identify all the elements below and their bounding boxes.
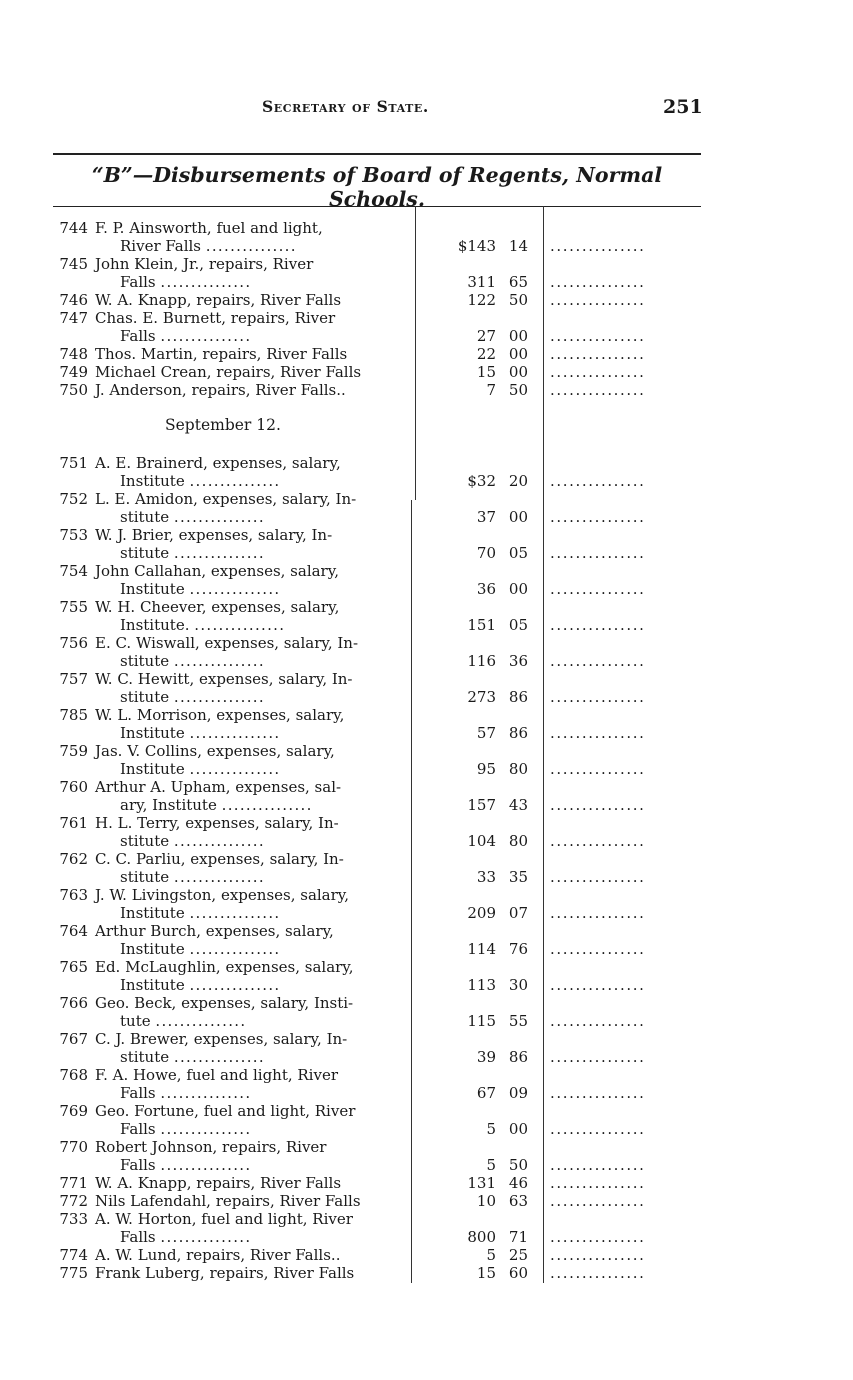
amount-dollars: 22: [476, 345, 496, 363]
leader-dots: ...............: [160, 1156, 252, 1174]
payee-description: W. L. Morrison, expenses, salary,: [95, 706, 345, 724]
leader-dots: ...............: [550, 976, 646, 994]
voucher-number: 747: [59, 309, 88, 327]
voucher-number: 752: [59, 490, 88, 508]
amount-cents: 86: [508, 724, 528, 742]
voucher-number: 751: [59, 454, 88, 472]
amount-dollars: $143: [457, 237, 496, 255]
amount-dollars: 311: [467, 273, 496, 291]
payee-description-continued: stitute ...............: [120, 832, 265, 850]
amount-cents: 36: [508, 652, 528, 670]
leader-dots: ...............: [550, 291, 646, 309]
leader-dots: ...............: [550, 273, 646, 291]
amount-dollars: 57: [476, 724, 496, 742]
leader-dots: ...............: [173, 688, 265, 706]
amount-dollars: 151: [467, 616, 496, 634]
amount-dollars: 5: [486, 1120, 496, 1138]
amount: [456, 797, 528, 815]
amount: [456, 1121, 528, 1139]
amount-dollars: 7: [486, 381, 496, 399]
amount-cents: 50: [508, 1156, 528, 1174]
amount: [456, 1175, 528, 1193]
payee-description: Chas. E. Burnett, repairs, River: [95, 309, 336, 327]
voucher-number: 772: [59, 1192, 88, 1210]
amount-dollars: 15: [476, 363, 496, 381]
amount-dollars: 15: [476, 1264, 496, 1282]
voucher-number: 759: [59, 742, 88, 760]
amount-cents: 43: [508, 796, 528, 814]
payee-description: L. E. Amidon, expenses, salary, In-: [95, 490, 357, 508]
amount-cents: 00: [508, 508, 528, 526]
amount-dollars: 39: [476, 1048, 496, 1066]
payee-description-continued: Falls ...............: [120, 273, 252, 291]
payee-description-continued: Falls ...............: [120, 1156, 252, 1174]
payee-description: F. A. Howe, fuel and light, River: [95, 1066, 339, 1084]
leader-dots: ...............: [160, 327, 252, 345]
voucher-number: 755: [59, 598, 88, 616]
payee-description-continued: Institute ...............: [120, 976, 281, 994]
leader-dots: ...............: [155, 1012, 247, 1030]
leader-dots: ...............: [173, 832, 265, 850]
leader-dots: ...............: [550, 724, 646, 742]
voucher-number: 774: [59, 1246, 88, 1264]
voucher-number: 771: [59, 1174, 88, 1192]
leader-dots: ...............: [550, 904, 646, 922]
amount-cents: 71: [508, 1228, 528, 1246]
amount-cents: 00: [508, 580, 528, 598]
payee-description: J. Anderson, repairs, River Falls..: [95, 381, 346, 399]
payee-description: Robert Johnson, repairs, River: [95, 1138, 327, 1156]
leader-dots: ...............: [173, 508, 265, 526]
leader-dots: ...............: [550, 1012, 646, 1030]
amount-cents: 00: [508, 327, 528, 345]
amount-dollars: 10: [476, 1192, 496, 1210]
payee-description-continued: Institute ...............: [120, 724, 281, 742]
leader-dots: ...............: [550, 508, 646, 526]
leader-dots: ...............: [550, 1264, 646, 1282]
amount-cents: 86: [508, 688, 528, 706]
payee-description-continued: stitute ...............: [120, 1048, 265, 1066]
leader-dots: ...............: [550, 652, 646, 670]
payee-description: A. W. Horton, fuel and light, River: [95, 1210, 353, 1228]
voucher-number: 750: [59, 381, 88, 399]
voucher-number: 757: [59, 670, 88, 688]
leader-dots: ...............: [550, 580, 646, 598]
amount-cents: 35: [508, 868, 528, 886]
amount: [456, 292, 528, 310]
leader-dots: ...............: [550, 1192, 646, 1210]
amount-dollars: $32: [467, 472, 496, 490]
leader-dots: ...............: [173, 868, 265, 886]
amount-cents: 63: [508, 1192, 528, 1210]
voucher-number: 764: [59, 922, 88, 940]
payee-description: Geo. Fortune, fuel and light, River: [95, 1102, 356, 1120]
payee-description-continued: stitute ...............: [120, 652, 265, 670]
amount: [456, 761, 528, 779]
leader-dots: ...............: [550, 616, 646, 634]
leader-dots: ...............: [189, 976, 281, 994]
leader-dots: ...............: [160, 273, 252, 291]
amount-dollars: 27: [476, 327, 496, 345]
amount-dollars: 800: [467, 1228, 496, 1246]
leader-dots: ...............: [550, 1174, 646, 1192]
amount-dollars: 115: [467, 1012, 496, 1030]
leader-dots: ...............: [550, 1246, 646, 1264]
leader-dots: ...............: [550, 1228, 646, 1246]
voucher-number: 769: [59, 1102, 88, 1120]
leader-dots: ...............: [550, 345, 646, 363]
page-number: 251: [663, 96, 703, 118]
payee-description-continued: Falls ...............: [120, 327, 252, 345]
leader-dots: ...............: [550, 1048, 646, 1066]
payee-description-continued: Institute ...............: [120, 580, 281, 598]
amount-dollars: 273: [467, 688, 496, 706]
section-label: September 12.: [165, 416, 281, 434]
amount: [456, 1229, 528, 1247]
amount-dollars: 95: [476, 760, 496, 778]
payee-description-continued: Institute ...............: [120, 760, 281, 778]
amount-cents: 20: [508, 472, 528, 490]
amount: [456, 905, 528, 923]
payee-description: Michael Crean, repairs, River Falls: [95, 363, 362, 381]
amount-dollars: 5: [486, 1156, 496, 1174]
payee-description-continued: River Falls ...............: [120, 237, 297, 255]
amount-cents: 86: [508, 1048, 528, 1066]
amount: [456, 941, 528, 959]
amount: [456, 581, 528, 599]
amount: [456, 1193, 528, 1211]
amount: [456, 382, 528, 400]
amount: [456, 833, 528, 851]
amount: [456, 869, 528, 887]
amount: [456, 1085, 528, 1103]
amount: [456, 725, 528, 743]
amount-dollars: 104: [467, 832, 496, 850]
table-title: “B”—Disbursements of Board of Regents, Normal Schools.: [91, 163, 663, 211]
payee-description-continued: Falls ...............: [120, 1120, 252, 1138]
leader-dots: ...............: [550, 1120, 646, 1138]
amount-cents: 00: [508, 345, 528, 363]
amount-cents: 80: [508, 760, 528, 778]
amount: [456, 238, 528, 256]
leader-dots: ...............: [205, 237, 297, 255]
amount-dollars: 37: [476, 508, 496, 526]
payee-description-continued: Institute ...............: [120, 940, 281, 958]
leader-dots: ...............: [550, 327, 646, 345]
payee-description: W. A. Knapp, repairs, River Falls: [95, 291, 342, 309]
leader-dots: ...............: [550, 940, 646, 958]
payee-description-continued: Falls ...............: [120, 1228, 252, 1246]
leader-dots: ...............: [173, 652, 265, 670]
leader-dots: ...............: [550, 472, 646, 490]
amount-cents: 50: [508, 291, 528, 309]
amount: [456, 1049, 528, 1067]
voucher-number: 768: [59, 1066, 88, 1084]
voucher-number: 767: [59, 1030, 88, 1048]
voucher-number: 765: [59, 958, 88, 976]
payee-description-continued: ary, Institute ...............: [120, 796, 313, 814]
amount: [456, 328, 528, 346]
payee-description: C. C. Parliu, expenses, salary, In-: [95, 850, 344, 868]
payee-description-continued: Institute ...............: [120, 472, 281, 490]
leader-dots: ...............: [189, 940, 281, 958]
payee-description: W. A. Knapp, repairs, River Falls: [95, 1174, 342, 1192]
leader-dots: ...............: [221, 796, 313, 814]
amount-cents: 60: [508, 1264, 528, 1282]
payee-description-continued: Falls ...............: [120, 1084, 252, 1102]
leader-dots: ...............: [550, 796, 646, 814]
amount: [456, 689, 528, 707]
leader-dots: ...............: [160, 1120, 252, 1138]
voucher-number: 760: [59, 778, 88, 796]
voucher-number: 756: [59, 634, 88, 652]
payee-description-continued: stitute ...............: [120, 544, 265, 562]
payee-description: Frank Luberg, repairs, River Falls: [95, 1264, 355, 1282]
amount-cents: 46: [508, 1174, 528, 1192]
voucher-number: 775: [59, 1264, 88, 1282]
amount-dollars: 113: [467, 976, 496, 994]
leader-dots: ...............: [550, 363, 646, 381]
amount-cents: 65: [508, 273, 528, 291]
leader-dots: ...............: [173, 544, 265, 562]
amount: [456, 545, 528, 563]
voucher-number: 761: [59, 814, 88, 832]
amount-dollars: 36: [476, 580, 496, 598]
amount-cents: 30: [508, 976, 528, 994]
voucher-number: 733: [59, 1210, 88, 1228]
amount: [456, 1265, 528, 1283]
amount-cents: 25: [508, 1246, 528, 1264]
amount-dollars: 157: [467, 796, 496, 814]
voucher-number: 746: [59, 291, 88, 309]
voucher-number: 762: [59, 850, 88, 868]
amount: [456, 274, 528, 292]
payee-description: Geo. Beck, expenses, salary, Insti-: [95, 994, 354, 1012]
amount-cents: 76: [508, 940, 528, 958]
payee-description-continued: Institute ...............: [120, 904, 281, 922]
running-head: Secretary of State.: [262, 97, 429, 116]
amount-cents: 05: [508, 544, 528, 562]
payee-description: A. E. Brainerd, expenses, salary,: [95, 454, 341, 472]
amount-cents: 55: [508, 1012, 528, 1030]
amount: [456, 509, 528, 527]
amount-dollars: 209: [467, 904, 496, 922]
amount-dollars: 5: [486, 1246, 496, 1264]
voucher-number: 785: [59, 706, 88, 724]
amount-dollars: 116: [467, 652, 496, 670]
payee-description-continued: tute ...............: [120, 1012, 247, 1030]
amount-cents: 00: [508, 363, 528, 381]
leader-dots: ...............: [189, 760, 281, 778]
leader-dots: ...............: [160, 1228, 252, 1246]
payee-description-continued: stitute ...............: [120, 868, 265, 886]
leader-dots: ...............: [550, 868, 646, 886]
leader-dots: ...............: [189, 724, 281, 742]
amount: [456, 653, 528, 671]
amount: [456, 1157, 528, 1175]
leader-dots: ...............: [189, 580, 281, 598]
voucher-number: 753: [59, 526, 88, 544]
amount-dollars: 33: [476, 868, 496, 886]
payee-description: W. H. Cheever, expenses, salary,: [95, 598, 340, 616]
amount: [456, 977, 528, 995]
payee-description-continued: stitute ...............: [120, 508, 265, 526]
voucher-number: 749: [59, 363, 88, 381]
payee-description: W. C. Hewitt, expenses, salary, In-: [95, 670, 353, 688]
amount: [456, 1247, 528, 1265]
payee-description: Jas. V. Collins, expenses, salary,: [95, 742, 335, 760]
amount: [456, 617, 528, 635]
amount-dollars: 70: [476, 544, 496, 562]
voucher-number: 766: [59, 994, 88, 1012]
amount-cents: 50: [508, 381, 528, 399]
leader-dots: ...............: [189, 472, 281, 490]
amount: [456, 346, 528, 364]
leader-dots: ...............: [550, 760, 646, 778]
amount: [456, 1013, 528, 1031]
payee-description: John Klein, Jr., repairs, River: [95, 255, 314, 273]
payee-description: Nils Lafendahl, repairs, River Falls: [95, 1192, 361, 1210]
leader-dots: ...............: [550, 544, 646, 562]
amount-dollars: 122: [467, 291, 496, 309]
leader-dots: ...............: [189, 904, 281, 922]
leader-dots: ...............: [550, 832, 646, 850]
amount-cents: 05: [508, 616, 528, 634]
leader-dots: ...............: [550, 688, 646, 706]
payee-description: F. P. Ainsworth, fuel and light,: [95, 219, 323, 237]
amount-cents: 07: [508, 904, 528, 922]
voucher-number: 744: [59, 219, 88, 237]
payee-description: H. L. Terry, expenses, salary, In-: [95, 814, 339, 832]
amount-cents: 09: [508, 1084, 528, 1102]
payee-description: J. W. Livingston, expenses, salary,: [95, 886, 350, 904]
amount-cents: 80: [508, 832, 528, 850]
payee-description: W. J. Brier, expenses, salary, In-: [95, 526, 333, 544]
payee-description: Thos. Martin, repairs, River Falls: [95, 345, 348, 363]
amount-cents: 00: [508, 1120, 528, 1138]
leader-dots: ...............: [550, 1084, 646, 1102]
amount-dollars: 67: [476, 1084, 496, 1102]
voucher-number: 754: [59, 562, 88, 580]
amount-dollars: 114: [467, 940, 496, 958]
leader-dots: ...............: [194, 616, 286, 634]
payee-description: Arthur Burch, expenses, salary,: [95, 922, 334, 940]
voucher-number: 763: [59, 886, 88, 904]
payee-description: C. J. Brewer, expenses, salary, In-: [95, 1030, 348, 1048]
leader-dots: ...............: [160, 1084, 252, 1102]
amount: [456, 473, 528, 491]
leader-dots: ...............: [550, 1156, 646, 1174]
amount: [456, 364, 528, 382]
payee-description: E. C. Wiswall, expenses, salary, In-: [95, 634, 359, 652]
leader-dots: ...............: [173, 1048, 265, 1066]
voucher-number: 745: [59, 255, 88, 273]
voucher-number: 770: [59, 1138, 88, 1156]
payee-description-continued: stitute ...............: [120, 688, 265, 706]
amount-cents: 14: [508, 237, 528, 255]
payee-description: Ed. McLaughlin, expenses, salary,: [95, 958, 354, 976]
voucher-number: 748: [59, 345, 88, 363]
payee-description-continued: Institute. ...............: [120, 616, 286, 634]
amount-dollars: 131: [467, 1174, 496, 1192]
leader-dots: ...............: [550, 237, 646, 255]
payee-description: Arthur A. Upham, expenses, sal-: [95, 778, 342, 796]
payee-description: John Callahan, expenses, salary,: [95, 562, 339, 580]
payee-description: A. W. Lund, repairs, River Falls..: [95, 1246, 341, 1264]
leader-dots: ...............: [550, 381, 646, 399]
